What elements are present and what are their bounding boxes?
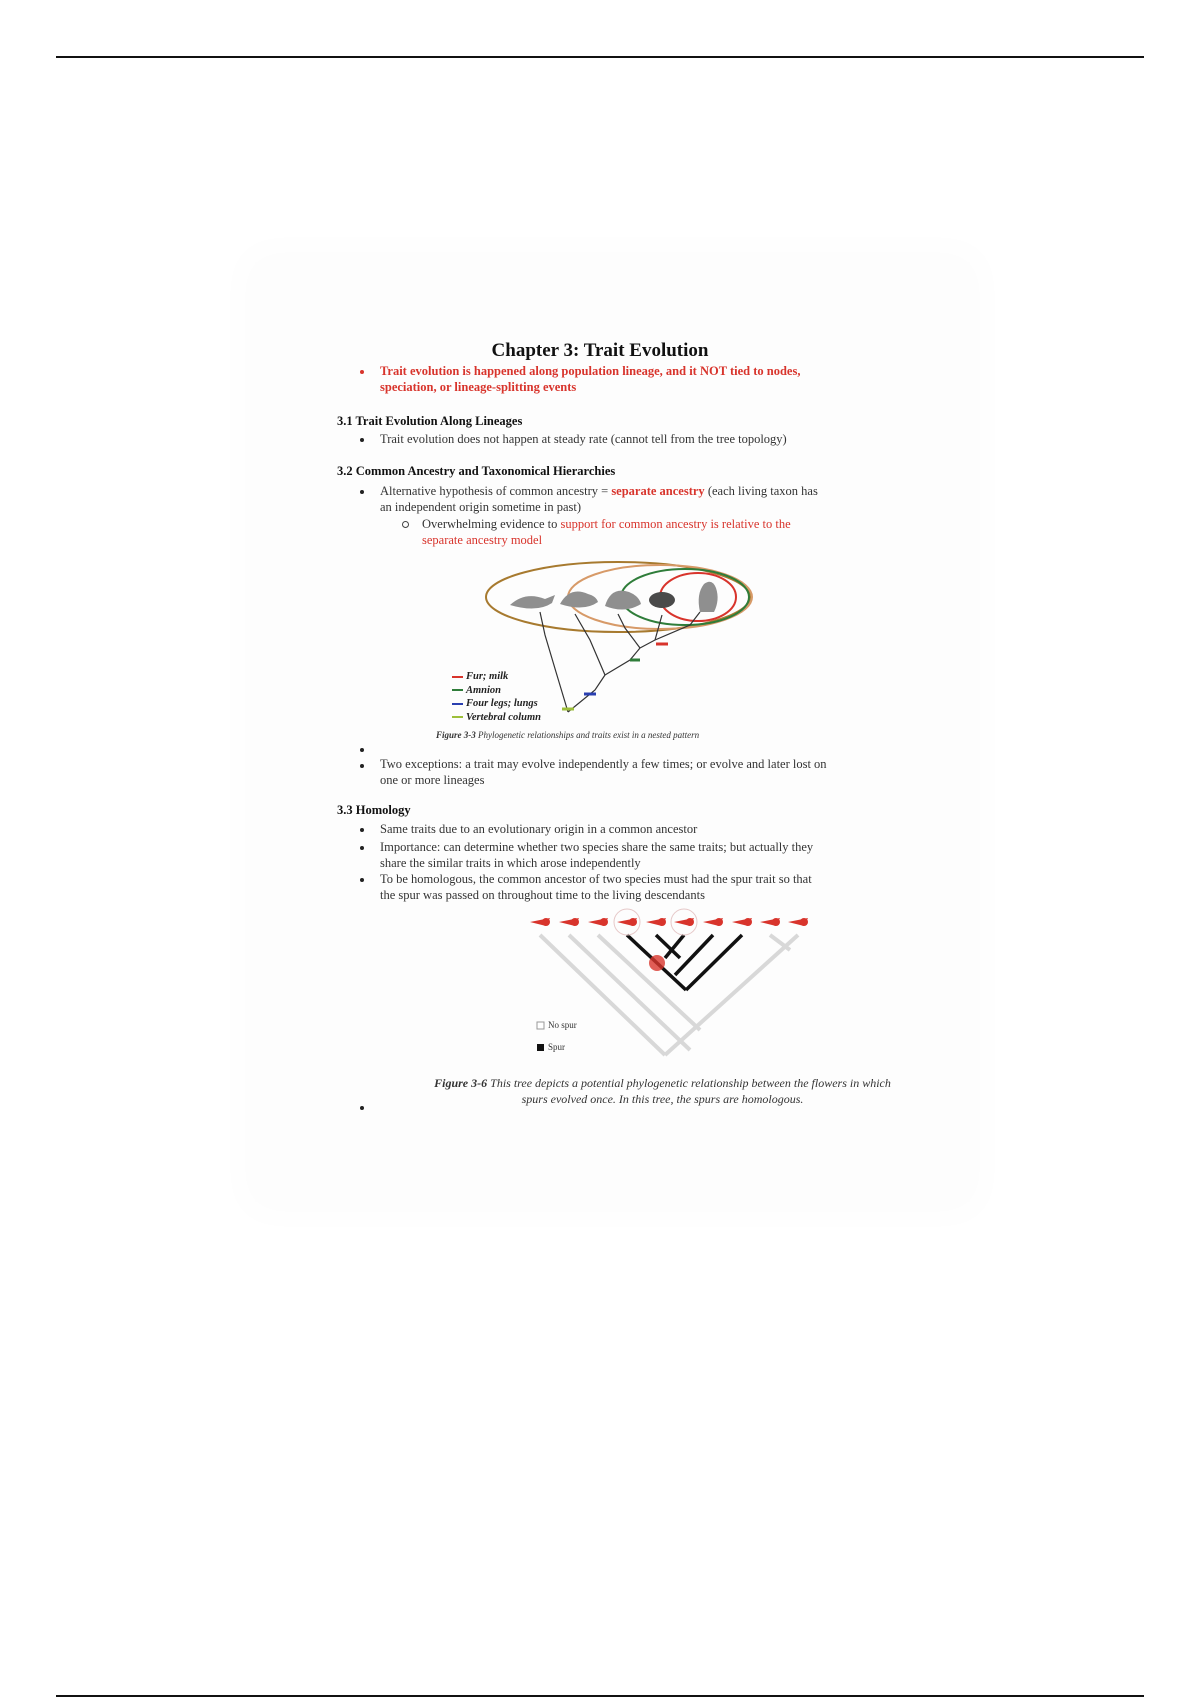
s33-bullet-2-line-1: Importance: can determine whether two species share the same traits; but actually they: [380, 840, 814, 854]
figure-3-6-caption: [385, 1075, 940, 1107]
s32-b1-post: (each living taxon has: [704, 484, 818, 498]
s33-bullet-2-line-2: share the similar traits in which arose independently: [380, 856, 641, 870]
s33-bullet-3-line-2: the spur was passed on throughout time to the living descendants: [380, 888, 705, 902]
figure-3-6-text-1: This tree depicts a potential phylogenetic relationship between the flowers in which: [487, 1076, 891, 1090]
intro-line-2: speciation, or lineage-splitting events: [380, 380, 577, 394]
flower-icon: [788, 918, 808, 926]
s33-bullet-1: Same traits due to an evolutionary origin in a common ancestor: [380, 822, 698, 836]
s32-b1-red: separate ancestry: [611, 484, 705, 498]
flower-icon: [588, 918, 608, 926]
branch-3: [598, 935, 700, 1030]
section-heading-3-1: 3.1 Trait Evolution Along Lineages: [337, 414, 523, 428]
figure-3-3-text: Phylogenetic relationships and traits exist in a nested pattern: [475, 730, 700, 740]
s33-bullet-3-line-1: To be homologous, the common ancestor of two species must had the spur trait so that: [380, 872, 812, 886]
branch-8: [686, 935, 742, 990]
flower-icon: [703, 918, 723, 926]
legend-spur-swatch: [537, 1044, 544, 1051]
flower-icon: [732, 918, 752, 926]
legend-label: Fur; milk: [466, 671, 509, 682]
bullet-dot-empty: [360, 1106, 364, 1110]
legend-no-spur-label: No spur: [548, 1020, 577, 1030]
legend-label: Amnion: [466, 684, 502, 696]
tree-spur-branches: [627, 935, 742, 990]
figure-3-6-text-2: spurs evolved once. In this tree, the spurs are homologous.: [521, 1092, 804, 1106]
s32-sub-red: support for common ancestry is relative to the: [560, 517, 791, 531]
s32-b1-pre: Alternative hypothesis of common ancestry =: [380, 484, 612, 498]
flower-icon: [559, 918, 579, 926]
legend-label: Vertebral column: [466, 711, 541, 723]
s32-sub-pre: Overwhelming evidence to: [422, 517, 561, 531]
flower-icon: [674, 918, 694, 926]
s32-bullet-1-line-2: an independent origin sometime in past): [380, 500, 581, 514]
section-heading-3-3: 3.3 Homology: [337, 803, 411, 817]
flower-icon: [760, 918, 780, 926]
flower-icon: [617, 918, 637, 926]
s32-bullet-3-line-2: one or more lineages: [380, 773, 485, 787]
legend-spur-label: Spur: [548, 1042, 566, 1052]
page-title: Chapter 3: Trait Evolution: [491, 340, 709, 361]
bottom-rule: [56, 1695, 1144, 1697]
intro-line-1: Trait evolution is happened along population lineage, and it NOT tied to nodes,: [380, 364, 801, 378]
figure-3-6-label: Figure 3-6: [434, 1076, 488, 1090]
branch-10: [665, 935, 798, 1055]
legend-label: Four legs; lungs: [466, 698, 538, 709]
s32-bullet-3-line-1: Two exceptions: a trait may evolve independently a few times; or evolve and later lost on: [380, 757, 827, 771]
spur-origin-marker: [649, 955, 665, 971]
s32-sub-line-2: separate ancestry model: [422, 533, 543, 547]
s31-bullet: Trait evolution does not happen at steady rate (cannot tell from the tree topology): [380, 432, 787, 446]
figure-3-3-label: Figure 3-3: [436, 730, 476, 740]
flower-icon: [530, 918, 550, 926]
flower-icons: [530, 918, 808, 926]
flower-icon: [646, 918, 666, 926]
section-heading-3-2: 3.2 Common Ancestry and Taxonomical Hierarchies: [337, 464, 616, 478]
legend-no-spur-swatch: [537, 1022, 544, 1029]
